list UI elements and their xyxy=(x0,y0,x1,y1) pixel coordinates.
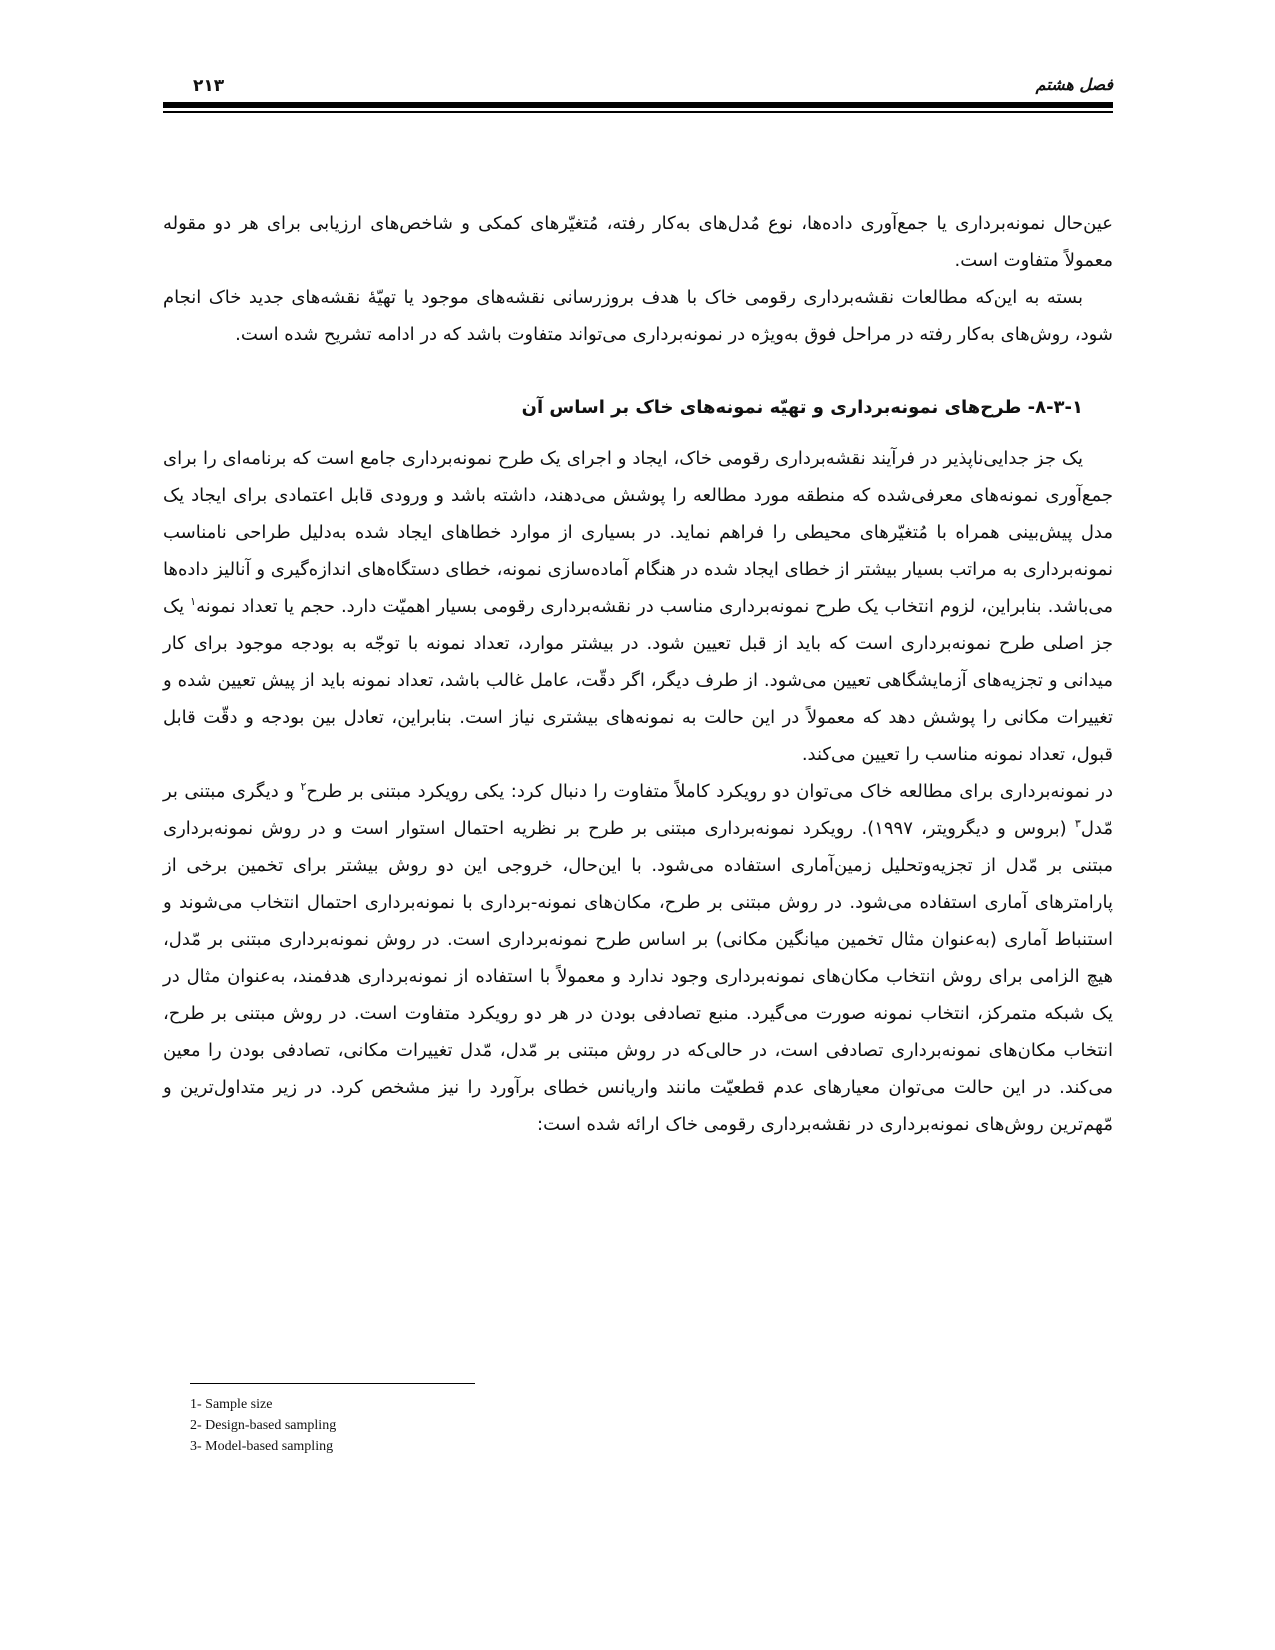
footnote-1: 1- Sample size xyxy=(190,1397,273,1412)
header-rule-thick xyxy=(163,102,1113,108)
footnote-ref-2: ۲ xyxy=(300,780,307,793)
section-heading: ۸-۳-۱- طرح‌های نمونه‌برداری و تهیّه نمونه‌های خاک بر اساس آن xyxy=(521,397,1083,418)
footnote-2: 2- Design-based sampling xyxy=(190,1418,337,1433)
footnote-divider xyxy=(190,1383,475,1384)
paragraph-2: بسته به این‌که مطالعات نقشه‌برداری رقومی خاک با هدف بروزرسانی نقشه‌های موجود یا تهیّهٔ نقشه‌های جدید خاک انجام شود، روش‌های به‌کار رفته در مراحل فوق به‌ویژه در نمونه‌برداری می‌تواند متفاوت باشد که در ادامه تشریح شده است. xyxy=(163,287,1113,345)
main-text xyxy=(163,205,1113,1143)
paragraph-3-text-a: یک جز جدایی‌ناپذیر در فرآیند نقشه‌برداری رقومی خاک، ایجاد و اجرای یک طرح نمونه‌برداری جامع است که برنامه‌ای را برای جمع‌آوری نمونه‌های معرفی‌شده که منطقه مورد مطالعه را پوشش می‌دهند، داشته باشد و ورودی قابل اعتمادی برای ایجاد یک مدل پیش‌بینی همراه با مُتغیّرهای محیطی را فراهم نماید. در بسیاری از موارد خطاهای ایجاد شده به‌دلیل طراحی نامناسب نمونه‌برداری به مراتب بسیار بیشتر از خطای ایجاد شده در هنگام آماده‌سازی نمونه، خطای دستگاه‌های اندازه‌گیری و آنالیز داده‌ها می‌باشد. بنابراین، لزوم انتخاب یک طرح نمونه‌برداری مناسب در نقشه‌برداری رقومی بسیار اهمیّت دارد. حجم یا تعداد نمونه xyxy=(163,448,1113,617)
footnote-ref-1: ۱ xyxy=(190,595,197,608)
paragraph-3 xyxy=(163,440,1113,773)
chapter-title: فصل هشتم xyxy=(1035,75,1113,94)
page-header xyxy=(163,68,1113,98)
footnotes xyxy=(190,1394,690,1457)
page-number: ۲۱۳ xyxy=(193,76,225,96)
paragraph-4-text-c: (بروس و دیگرویتر، ۱۹۹۷). رویکرد نمونه‌برداری مبتنی بر طرح بر نظریه احتمال استوار است و در روش نمونه‌برداری مبتنی بر مّدل از تجزیه‌وتحلیل زمین‌آماری استفاده می‌شود. با این‌حال، خروجی این دو روش بیشتر برای تخمین برخی از پارامترهای آماری استفاده می‌شود. در روش مبتنی بر طرح، مکان‌های نمونه-برداری با نمونه‌برداری احتمال انتخاب می‌شوند و استنباط آماری (به‌عنوان مثال تخمین میانگین مکانی) بر اساس طرح نمونه‌برداری است. در روش نمونه‌برداری مبتنی بر مّدل، هیچ الزامی برای روش انتخاب مکان‌های نمونه‌برداری وجود ندارد و معمولاً با استفاده از نمونه‌برداری هدفمند، به‌عنوان مثال در یک شبکه متمرکز، انتخاب نمونه صورت می‌گیرد. منبع تصادفی بودن در هر دو رویکرد متفاوت است. در روش مبتنی بر طرح، انتخاب مکان‌های نمونه‌برداری تصادفی است، در حالی‌که در روش مبتنی بر مّدل، مّدل تغییرات مکانی، تصادفی بودن را معین می‌کند. در این حالت می‌توان معیارهای عدم قطعیّت مانند واریانس خطای برآورد را نیز مشخص کرد. در زیر متداول‌ترین و مّهم‌ترین روش‌های نمونه‌برداری در نقشه‌برداری رقومی خاک ارائه شده است: xyxy=(163,818,1113,1135)
header-rule-thin xyxy=(163,111,1113,113)
paragraph-4-text-b: و دیگری مبتنی بر مّدل xyxy=(163,781,1113,839)
paragraph-4 xyxy=(163,773,1113,1143)
paragraph-3-text-b: یک جز اصلی طرح نمونه‌برداری است که باید از قبل تعیین شود. در بیشتر موارد، تعداد نمونه با توجّه به بودجه موجود برای کار میدانی و تجزیه‌های آزمایشگاهی تعیین می‌شود. از طرف دیگر، اگر دقّت، عامل غالب باشد، تعداد نمونه باید از پیش تعیین شده و تغییرات مکانی را پوشش دهد که معمولاً در این حالت به نمونه‌های بیشتری نیاز است. بنابراین، تعادل بین بودجه و دقّت قابل قبول، تعداد نمونه مناسب را تعیین می‌کند. xyxy=(163,596,1113,765)
paragraph-1: عین‌حال نمونه‌برداری یا جمع‌آوری داده‌ها، نوع مُدل‌های به‌کار رفته، مُتغیّرهای کمکی و شاخص‌های ارزیابی برای هر دو مقوله معمولاً متفاوت است. xyxy=(163,213,1113,271)
footnote-3: 3- Model-based sampling xyxy=(190,1439,334,1454)
paragraph-4-text-a: در نمونه‌برداری برای مطالعه خاک می‌توان دو رویکرد کاملاً متفاوت را دنبال کرد: یکی رویکرد مبتنی بر طرح xyxy=(306,781,1113,802)
footnote-ref-3: ۳ xyxy=(1074,817,1081,830)
